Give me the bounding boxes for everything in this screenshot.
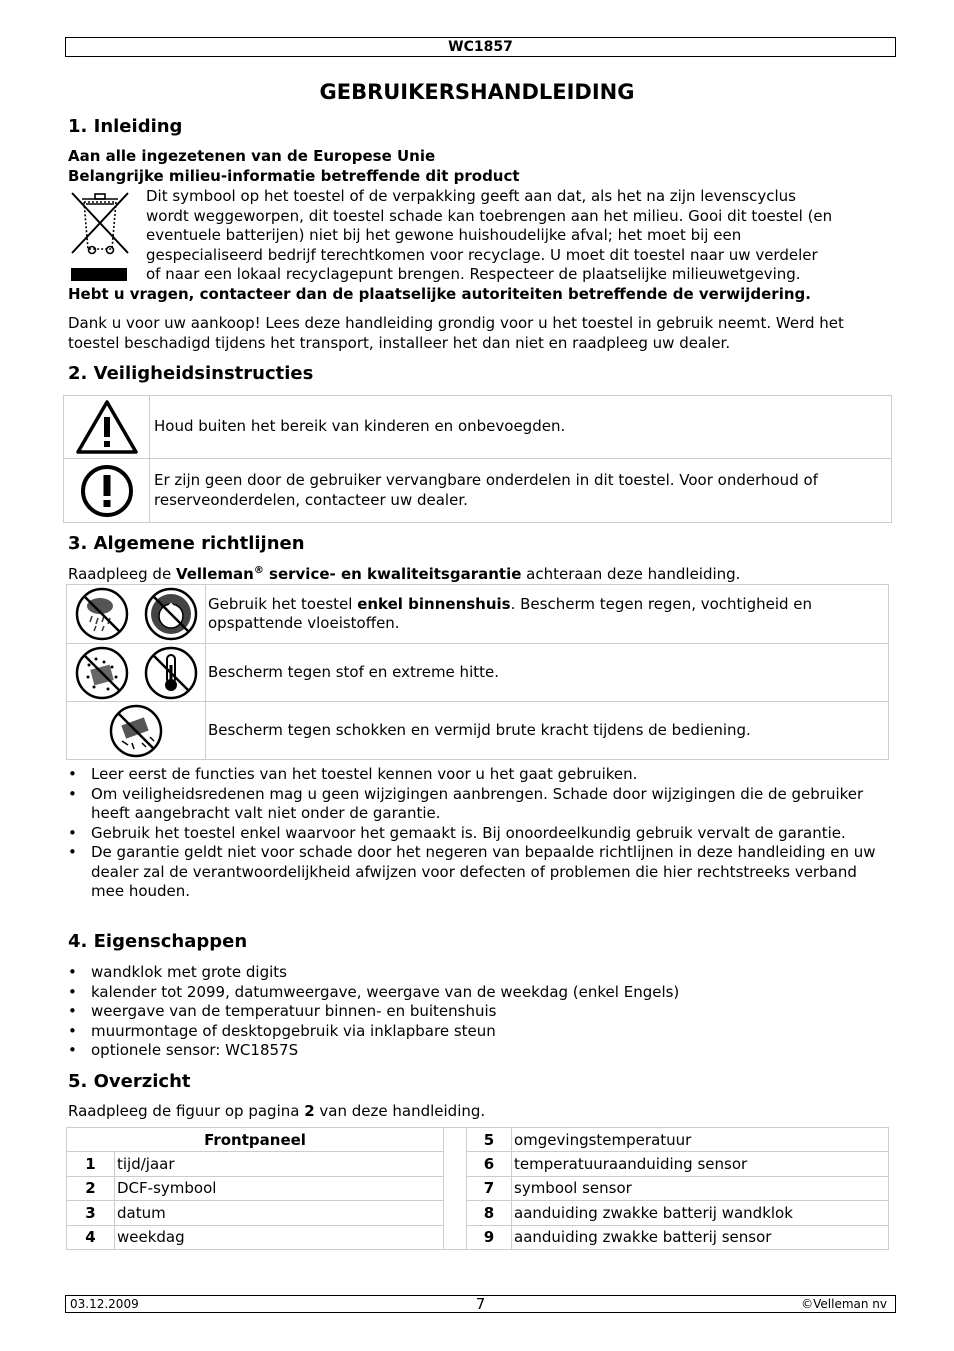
safety-icon-cell	[64, 459, 150, 523]
overview-reference: Raadpleeg de figuur op pagina 2 van deze handleiding.	[68, 1102, 486, 1120]
guideline-text: Bescherm tegen stof en extreme hitte.	[206, 644, 889, 702]
features-list	[68, 963, 888, 1061]
weee-bin-icon	[68, 189, 132, 283]
guideline-icon-cell	[67, 585, 206, 644]
overview-table-right	[466, 1127, 889, 1250]
safety-row	[64, 459, 892, 523]
no-rain-icon	[74, 586, 130, 642]
no-dust-icon	[74, 645, 130, 701]
guideline-text: Bescherm tegen schokken en vermijd brute kracht tijdens de bediening.	[206, 702, 889, 760]
table-row: 2 DCF-symbool	[67, 1176, 444, 1200]
page-number: 7	[475, 1295, 486, 1313]
guideline-row	[67, 644, 889, 702]
document-title: GEBRUIKERSHANDLEIDING	[319, 80, 635, 104]
table-row: 4 weekdag	[67, 1225, 444, 1249]
list-item: • wandklok met grote digits	[68, 963, 888, 983]
table-header: Frontpaneel	[67, 1128, 444, 1152]
section-heading-eigenschappen: 4. Eigenschappen	[68, 931, 248, 952]
section-heading-overzicht: 5. Overzicht	[68, 1071, 191, 1092]
list-item: • optionele sensor: WC1857S	[68, 1041, 888, 1061]
section-heading-inleiding: 1. Inleiding	[68, 116, 183, 137]
no-shock-icon	[108, 703, 164, 759]
list-item: • De garantie geldt niet voor schade door het negeren van bepaalde richtlijnen in deze handleiding en uw dealer zal de verantwoordelijkheid afwijzen voor defecten of problemen die hier rechtstreeks verband mee houden.	[68, 843, 888, 902]
page-footer	[65, 1295, 896, 1313]
safety-text: Houd buiten het bereik van kinderen en onbevoegden.	[150, 396, 892, 459]
intro-environment-info: Belangrijke milieu-informatie betreffende dit product	[68, 167, 520, 185]
list-item: • Leer eerst de functies van het toestel kennen voor u het gaat gebruiken.	[68, 765, 888, 785]
exclamation-circle-icon	[79, 463, 135, 519]
guideline-icon-cell	[67, 644, 206, 702]
table-row: 5 omgevingstemperatuur	[467, 1128, 889, 1152]
table-row: 6 temperatuuraanduiding sensor	[467, 1152, 889, 1176]
overview-table-front-panel	[66, 1127, 444, 1250]
list-item: • weergave van de temperatuur binnen- en buitenshuis	[68, 1002, 888, 1022]
intro-eu-residents: Aan alle ingezetenen van de Europese Unie	[68, 147, 436, 165]
footer-date: 03.12.2009	[70, 1297, 139, 1311]
intro-contact-authorities: Hebt u vragen, contacteer dan de plaatselijke autoriteiten betreffende de verwijdering.	[68, 285, 811, 303]
list-item: • Om veiligheidsredenen mag u geen wijzigingen aanbrengen. Schade door wijzigingen die de gebruiker heeft aangebracht valt niet onder de garantie.	[68, 785, 888, 824]
section-heading-richtlijnen: 3. Algemene richtlijnen	[68, 533, 305, 554]
section-heading-veiligheid: 2. Veiligheidsinstructies	[68, 363, 314, 384]
table-row: 8 aanduiding zwakke batterij wandklok	[467, 1201, 889, 1225]
guidelines-table	[66, 584, 889, 760]
list-item: • kalender tot 2099, datumweergave, weergave van de weekdag (enkel Engels)	[68, 983, 888, 1003]
table-row: 3 datum	[67, 1201, 444, 1225]
safety-text: Er zijn geen door de gebruiker vervangbare onderdelen in dit toestel. Voor onderhoud of reserveonderdelen, contacteer uw dealer.	[150, 459, 892, 523]
guidelines-reference: Raadpleeg de Velleman® service- en kwaliteitsgarantie achteraan deze handleiding.	[68, 565, 741, 583]
no-heat-thermometer-icon	[143, 645, 199, 701]
no-splash-icon	[143, 586, 199, 642]
table-row: 7 symbool sensor	[467, 1176, 889, 1200]
guideline-text: Gebruik het toestel enkel binnenshuis. Bescherm tegen regen, vochtigheid en opspattende vloeistoffen.	[206, 585, 889, 644]
guideline-row	[67, 585, 889, 644]
intro-thanks-paragraph: Dank u voor uw aankoop! Lees deze handleiding grondig voor u het toestel in gebruik neemt. Werd het toestel beschadigd tijdens het transport, installeer het dan niet en raadpleeg uw dealer.	[68, 314, 844, 352]
warning-triangle-icon	[75, 399, 139, 455]
safety-table	[63, 395, 892, 523]
guideline-icon-cell	[67, 702, 206, 760]
table-row: 1 tijd/jaar	[67, 1152, 444, 1176]
table-row: 9 aanduiding zwakke batterij sensor	[467, 1225, 889, 1249]
guideline-row	[67, 702, 889, 760]
table-spacer	[444, 1127, 466, 1250]
list-item: • Gebruik het toestel enkel waarvoor het gemaakt is. Bij onoordeelkundig gebruik vervalt de garantie.	[68, 824, 888, 844]
weee-paragraph: Dit symbool op het toestel of de verpakking geeft aan dat, als het na zijn levenscyclus wordt weggeworpen, dit toestel schade kan toebrengen aan het milieu. Gooi dit toestel (en eventuele batterijen) niet bij het gewone huishoudelijke afval; het moet bij een gespecialiseerd bedrijf terechtkomen voor recyclage. U moet dit toestel naar uw verdeler of naar een lokaal recyclagepunt brengen. Respecteer de plaatselijke milieuwetgeving.	[146, 187, 833, 283]
list-item: • muurmontage of desktopgebruik via inklapbare steun	[68, 1022, 888, 1042]
footer-copyright: ©Velleman nv	[801, 1297, 887, 1311]
page-header: WC1857	[65, 37, 896, 57]
guidelines-bullet-list	[68, 765, 888, 902]
table-row	[67, 1128, 444, 1152]
safety-row	[64, 396, 892, 459]
safety-icon-cell	[64, 396, 150, 459]
